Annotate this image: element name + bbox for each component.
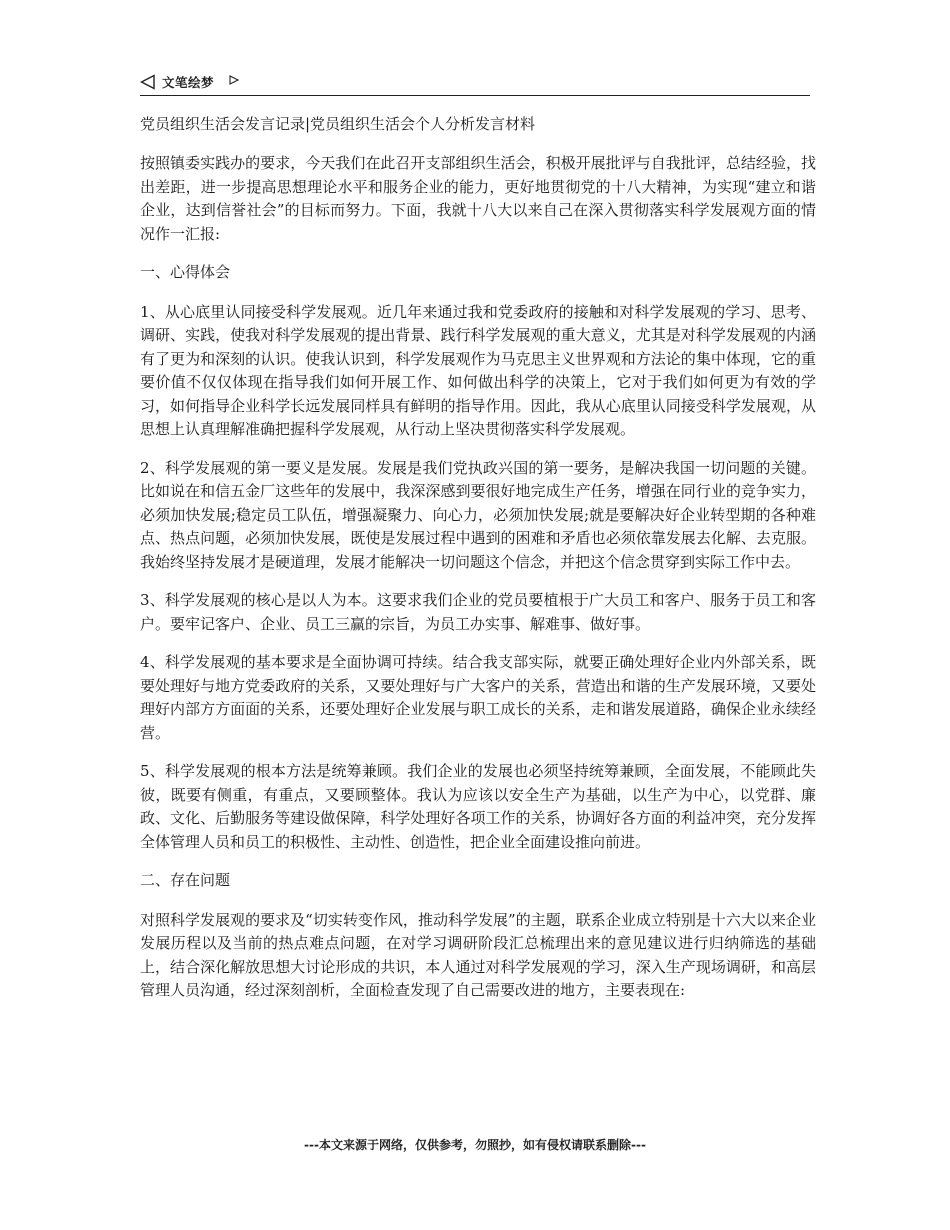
section-heading-problems: 二、存在问题 <box>140 871 231 889</box>
document-title: 党员组织生活会发言记录|党员组织生活会个人分析发言材料 <box>140 115 536 133</box>
triangle-left-outline-icon <box>140 74 156 90</box>
page-header <box>140 70 810 96</box>
triangle-right-outline-icon <box>229 75 239 85</box>
list-item: 4、科学发展观的基本要求是全面协调可持续。结合我支部实际，就要正确处理好企业内外部关系，既要处理好与地方党委政府的关系，又要处理好与广大客户的关系，营造出和谐的生产发展环境，又要处理好内部方方面面的关系，还要处理好企业发展与职工成长的关系，走和谐发展道路，确保企业永续经营。 <box>140 653 816 742</box>
list-item: 5、科学发展观的根本方法是统筹兼顾。我们企业的发展也必须坚持统筹兼顾，全面发展，不能顾此失彼，既要有侧重，有重点，又要顾整体。我认为应该以安全生产为基础，以生产为中心，以党群、廉政、文化、后勤服务等建设做保障，科学处理好各项工作的关系，协调好各方面的利益冲突，充分发挥全体管理人员和员工的积极性、主动性、创造性，把企业全面建设推向前进。 <box>140 762 816 851</box>
document-body <box>140 112 816 1018</box>
list-item: 1、从心底里认同接受科学发展观。近几年来通过我和党委政府的接触和对科学发展观的学习、思考、调研、实践，使我对科学发展观的提出背景、践行科学发展观的重大意义，尤其是对科学发展观的内涵有了更为和深刻的认识。使我认识到，科学发展观作为马克思主义世界观和方法论的集中体现，它的重要价值不仅仅体现在指导我们如何开展工作、如何做出科学的决策上，它对于我们如何更为有效的学习，如何指导企业科学长远发展同样具有鲜明的指导作用。因此，我从心底里认同接受科学发展观，从思想上认真理解准确把握科学发展观，从行动上坚决贯彻落实科学发展观。 <box>140 302 816 438</box>
list-item: 3、科学发展观的核心是以人为本。这要求我们企业的党员要植根于广大员工和客户、服务于员工和客户。要牢记客户、企业、员工三赢的宗旨，为员工办实事、解难事、做好事。 <box>140 591 816 633</box>
problems-paragraph: 对照科学发展观的要求及“切实转变作风，推动科学发展”的主题，联系企业成立特别是十六大以来企业发展历程以及当前的热点难点问题，在对学习调研阶段汇总梳理出来的意见建议进行归纳筛选的基础上，结合深化解放思想大讨论形成的共识，本人通过对科学发展观的学习，深入生产现场调研，和高层管理人员沟通，经过深刻剖析，全面检查发现了自己需要改进的地方，主要表现在: <box>140 910 816 999</box>
footer-disclaimer: ---本文来源于网络，仅供参考，勿照抄，如有侵权请联系删除--- <box>304 1138 646 1152</box>
intro-paragraph: 按照镇委实践办的要求，今天我们在此召开支部组织生活会，积极开展批评与自我批评，总结经验，找出差距，进一步提高思想理论水平和服务企业的能力，更好地贯彻党的十八大精神，为实现“建立和谐企业，达到信誉社会”的目标而努力。下面，我就十八大以来自己在深入贯彻落实科学发展观方面的情况作一汇报: <box>140 154 816 243</box>
list-item: 2、科学发展观的第一要义是发展。发展是我们党执政兴国的第一要务，是解决我国一切问题的关键。比如说在和信五金厂这些年的发展中，我深深感到要很好地完成生产任务，增强在同行业的竞争实力，必须加快发展;稳定员工队伍，增强凝聚力、向心力，必须加快发展;就是要解决好企业转型期的各种难点、热点问题，必须加快发展，既使是发展过程中遇到的困难和矛盾也必须依靠发展去化解、去克服。我始终坚持发展才是硬道理，发展才能解决一切问题这个信念，并把这个信念贯穿到实际工作中去。 <box>140 458 816 571</box>
brand-name: 文笔绘梦 <box>162 75 215 90</box>
section-heading-experience: 一、心得体会 <box>140 263 231 281</box>
